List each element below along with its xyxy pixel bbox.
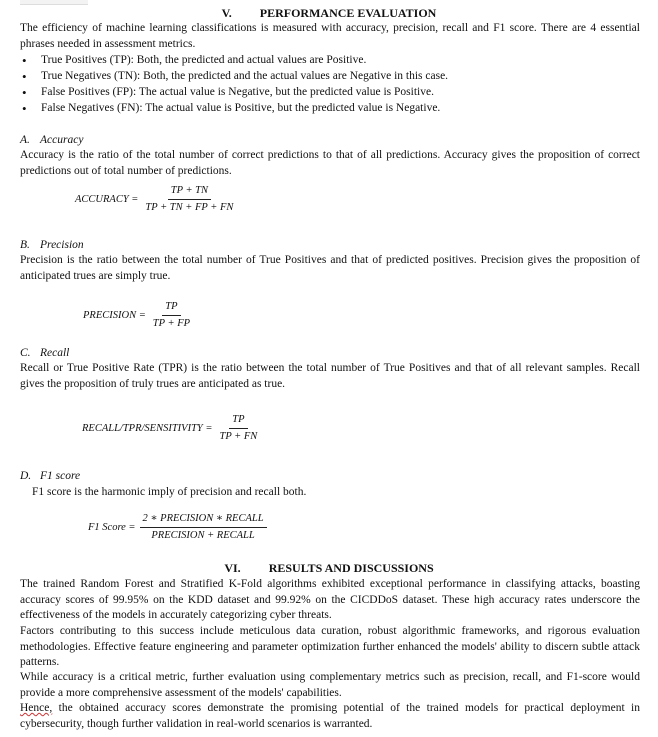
subsection-heading-recall: C. Recall: [20, 347, 70, 359]
subsection-heading-accuracy: A. Accuracy: [20, 134, 84, 146]
section-title: RESULTS AND DISCUSSIONS: [268, 561, 434, 575]
accuracy-paragraph: Accuracy is the ratio of the total number of correct predictions to that of all predictions. Accuracy gives the proposition of correct predictions out of total number of predictions.: [20, 149, 640, 177]
results-paragraph-1: The trained Random Forest and Stratified K-Fold algorithms exhibited exceptional performance in classifying attacks, boasting accuracy scores of 99.95% on the KDD dataset and 99.92% on the CICDDoS dataset. These high accuracy rates underscore the effectiveness of the models in accurately categorizing cyber threats.: [20, 578, 640, 621]
results-paragraph-4: Hence, the obtained accuracy scores demonstrate the promising potential of the trained models for practical deployment in cybersecurity, though further validation in real-world scenarios is warranted.: [20, 702, 640, 730]
subsection-heading-precision: B. Precision: [20, 239, 84, 251]
accuracy-equation: ACCURACY = $\frac{TP + TN}{TP + TN + FP + FN}$: [75, 184, 236, 215]
numerator: TP: [229, 413, 247, 429]
denominator: TP + FP: [152, 318, 191, 329]
subsection-heading-f1-score: D. F1 score: [20, 470, 81, 482]
denominator: TP + FN: [219, 431, 258, 442]
numerator: TP: [162, 300, 180, 316]
spellcheck-flagged-word: Hence,: [20, 702, 53, 714]
precision-paragraph: Precision is the ratio between the total number of True Positives and that of predicted positives. Precision gives the proposition of anticipated trues are simply true.: [20, 254, 640, 282]
list-item: • False Negatives (FN): The actual value is Positive, but the predicted value is Negative.: [20, 101, 640, 117]
section-title: PERFORMANCE EVALUATION: [259, 6, 437, 20]
recall-paragraph: Recall or True Positive Rate (TPR) is the ratio between the total number of True Positives and that of all relevant samples. Recall gives the proposition of truly trues are anticipated as true.: [20, 362, 640, 390]
recall-equation: RECALL/TPR/SENSITIVITY = $\frac{TP}{TP + FN}$: [82, 413, 260, 444]
intro-paragraph: The efficiency of machine learning classifications is measured with accuracy, precision, recall and F1 score. There are 4 essential phrases needed in assessment metrics.: [20, 22, 640, 50]
denominator: PRECISION + RECALL: [151, 530, 255, 541]
f1-paragraph: F1 score is the harmonic imply of precision and recall both.: [32, 486, 307, 498]
list-item: • True Negatives (TN): Both, the predicted and the actual values are Negative in this case.: [20, 69, 640, 85]
clipped-element: [20, 0, 88, 5]
precision-equation: PRECISION = $\frac{TP}{TP + FP}$: [83, 300, 193, 331]
metric-terms-list: [20, 53, 640, 117]
section-heading-results-and-discussions: [0, 561, 658, 577]
section-number: V.: [221, 6, 232, 20]
section-heading-performance-evaluation: [0, 6, 658, 22]
list-item: • True Positives (TP): Both, the predicted and actual values are Positive.: [20, 53, 640, 69]
numerator: TP + TN: [168, 184, 211, 200]
list-item: • False Positives (FP): The actual value is Negative, but the predicted value is Positive.: [20, 85, 640, 101]
f1-equation: F1 Score = $\frac{\text{2 ∗ PRECISION ∗ RECALL}}{\text{PRECISION + RECALL}}$: [88, 512, 267, 543]
results-paragraph-2: Factors contributing to this success include meticulous data curation, robust algorithmic frameworks, and rigorous evaluation methodologies. Effective feature engineering and parameter optimization further enhanced the models' ability to discern subtle attack patterns.: [20, 625, 640, 668]
section-number: VI.: [224, 561, 241, 575]
denominator: TP + TN + FP + FN: [145, 202, 234, 213]
results-paragraph-3: While accuracy is a critical metric, further evaluation using complementary metrics such as precision, recall, and F1-score would provide a more comprehensive assessment of the models' capabilities.: [20, 671, 640, 699]
numerator: 2 ∗ PRECISION ∗ RECALL: [140, 512, 267, 528]
